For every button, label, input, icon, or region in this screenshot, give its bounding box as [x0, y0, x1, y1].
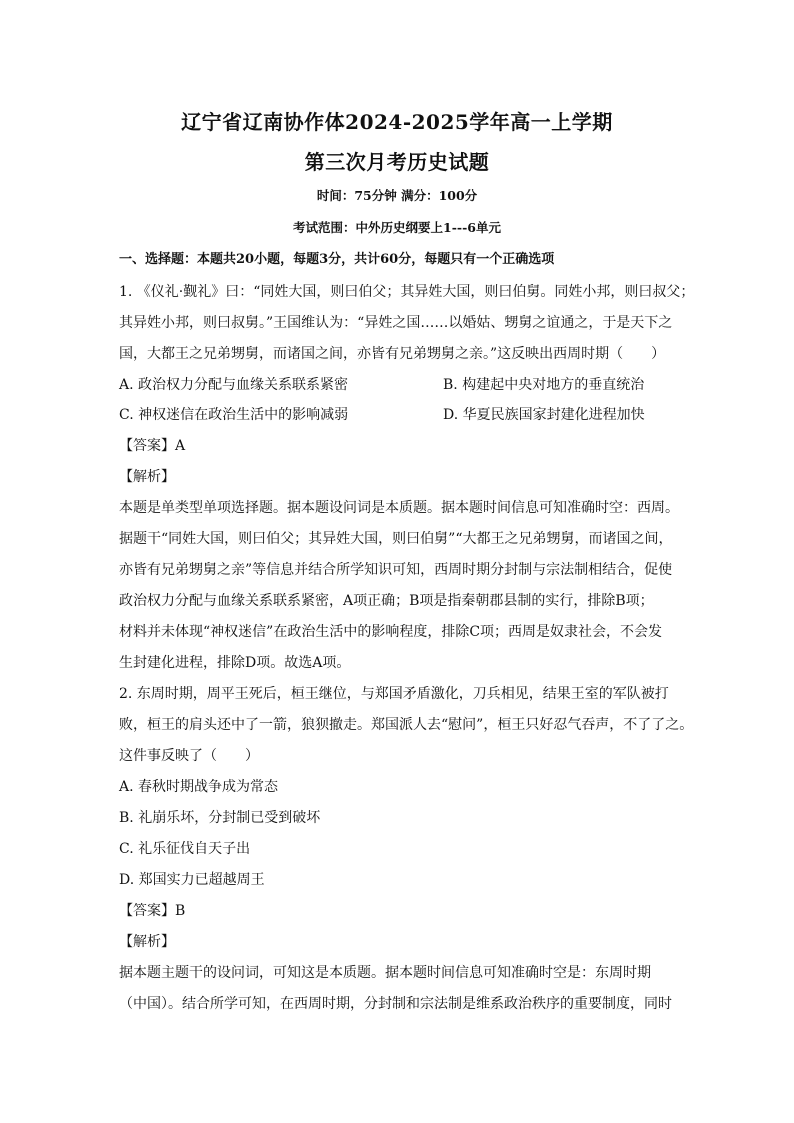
q2-stem-line: 这件事反映了（ ） — [119, 748, 259, 764]
exam-title-line2: 第三次月考历史试题 — [304, 150, 490, 174]
q1-option-d: D. 华夏民族国家封建化进程加快 — [443, 407, 645, 423]
q1-stem-line: 其异姓小邦，则曰叔舅。”王国维认为：“异姓之国……以婚姑、甥舅之谊通之，于是天下之 — [119, 315, 673, 331]
q2-option-c: C. 礼乐征伐自天子出 — [119, 841, 251, 857]
q2-analysis-line: 据本题主题干的设问词，可知这是本质题。据本题时间信息可知准确时空是：东周时期 — [119, 965, 651, 981]
q2-option-d: D. 郑国实力已超越周王 — [119, 872, 265, 888]
q1-analysis-line: 据题干“同姓大国，则曰伯父；其异姓大国，则曰伯舅”“大都王之兄弟甥舅，而诸国之间， — [119, 531, 673, 547]
q1-answer: 【答案】A — [119, 438, 186, 454]
q1-stem-line: 1. 《仪礼·觐礼》曰：“同姓大国，则曰伯父；其异姓大国，则曰伯舅。同姓小邦，则曰叔父； — [119, 284, 695, 300]
q2-answer: 【答案】B — [119, 903, 186, 919]
q1-analysis-label: 【解析】 — [119, 469, 175, 485]
exam-title-line1: 辽宁省辽南协作体2024-2025学年高一上学期 — [181, 110, 613, 134]
q2-option-b: B. 礼崩乐坏，分封制已受到破坏 — [119, 810, 321, 826]
q1-analysis-line: 生封建化进程，排除D项。故选A项。 — [119, 655, 351, 671]
q1-analysis-line: 亦皆有兄弟甥舅之亲”等信息并结合所学知识可知，西周时期分封制与宗法制相结合，促使 — [119, 562, 673, 578]
q1-stem-line: 国，大都王之兄弟甥舅，而诸国之间，亦皆有兄弟甥舅之亲。”这反映出西周时期（ ） — [119, 346, 666, 362]
exam-scope: 考试范围：中外历史纲要上1---6单元 — [293, 220, 501, 235]
q2-option-a: A. 春秋时期战争成为常态 — [119, 779, 279, 795]
q1-option-b: B. 构建起中央对地方的垂直统治 — [443, 377, 645, 393]
q1-option-a: A. 政治权力分配与血缘关系联系紧密 — [119, 377, 349, 393]
section-heading: 一、选择题：本题共20小题，每题3分，共计60分，每题只有一个正确选项 — [119, 252, 555, 267]
q2-analysis-label: 【解析】 — [119, 934, 175, 950]
exam-time-info: 时间：75分钟 满分：100分 — [316, 188, 478, 203]
q1-option-c: C. 神权迷信在政治生活中的影响减弱 — [119, 407, 349, 423]
q1-analysis-line: 政治权力分配与血缘关系联系紧密，A项正确；B项是指秦朝郡县制的实行，排除B项； — [119, 593, 654, 609]
q1-analysis-line: 本题是单类型单项选择题。据本题设问词是本质题。据本题时间信息可知准确时空：西周。 — [119, 500, 679, 516]
q2-stem-line: 败，桓王的肩头还中了一箭，狼狈撤走。郑国派人去“慰问”，桓王只好忍气吞声，不了了之。 — [119, 717, 694, 733]
q2-analysis-line: （中国）。结合所学可知，在西周时期，分封制和宗法制是维系政治秩序的重要制度，同时 — [119, 996, 672, 1012]
q2-stem-line: 2. 东周时期，周平王死后，桓王继位，与郑国矛盾激化，刀兵相见，结果王室的军队被打 — [119, 686, 669, 702]
q1-analysis-line: 材料并未体现“神权迷信”在政治生活中的影响程度，排除C项；西周是奴隶社会，不会发 — [119, 624, 663, 640]
